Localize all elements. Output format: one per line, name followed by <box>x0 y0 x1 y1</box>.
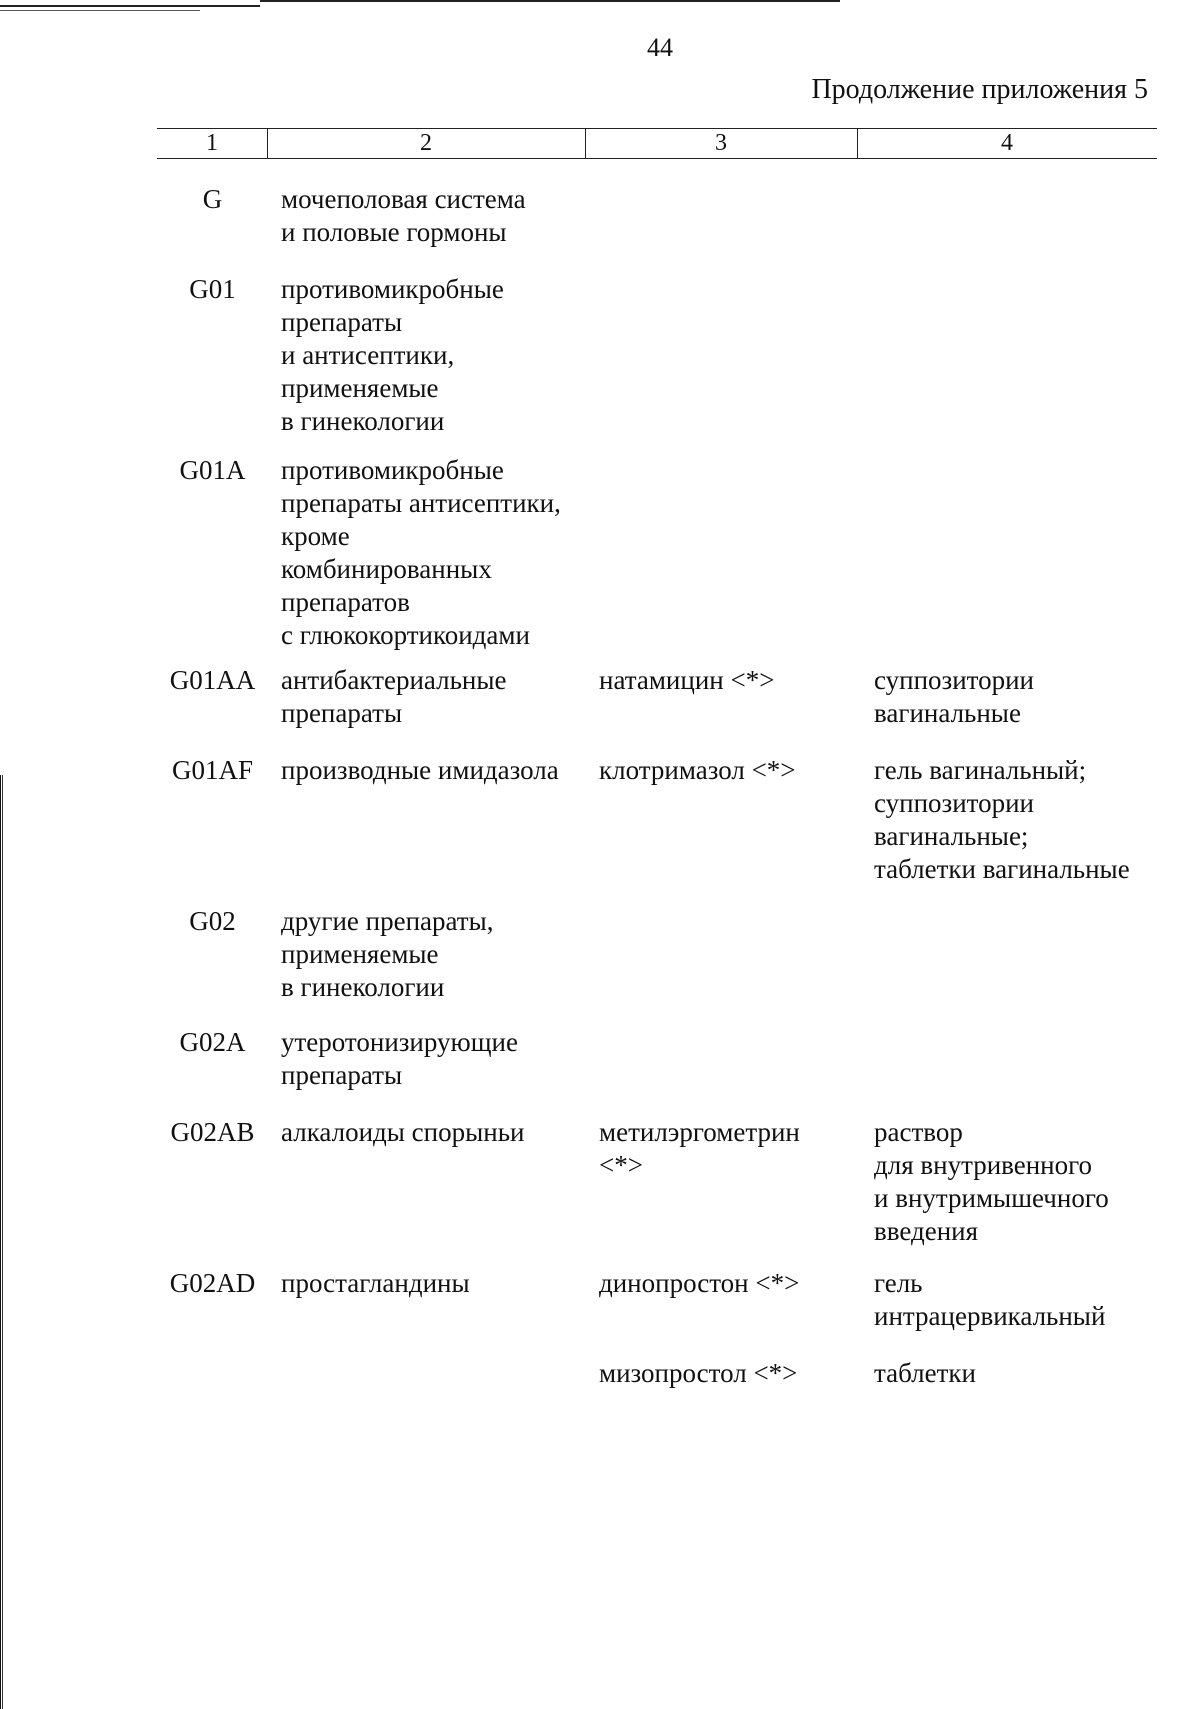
cell-drug <box>599 1357 869 1390</box>
cell-code: G02 <box>189 906 236 936</box>
cell-group-name <box>281 183 591 249</box>
page-number: 44 <box>647 33 673 62</box>
cell-group-name-line: препараты <box>281 698 403 728</box>
cell-dosage-form <box>874 1267 1194 1333</box>
cell-drug-line: мизопростол <*> <box>599 1358 798 1388</box>
cell-group-name-line: препараты <box>281 1060 403 1090</box>
cell-dosage-form-line: таблетки вагинальные <box>874 854 1130 884</box>
cell-drug-line: метилэргометрин <box>599 1117 800 1147</box>
cell-group-name <box>281 1267 591 1300</box>
cell-code: G01AA <box>169 665 256 695</box>
cell-group-name-line: другие препараты, <box>281 906 494 936</box>
cell-dosage-form-line: гель <box>874 1268 923 1298</box>
column-header-3: 3 <box>585 129 858 158</box>
cell-group-name-line: применяемые <box>281 373 439 403</box>
cell-drug <box>599 754 869 787</box>
cell-group-name <box>281 1026 591 1092</box>
cell-drug <box>599 1116 869 1182</box>
cell-group-name-line: препараты <box>281 307 403 337</box>
cell-group-name <box>281 754 591 787</box>
cell-drug-line: клотримазол <*> <box>599 755 796 785</box>
cell-group-name-line: утеротонизирующие <box>281 1027 518 1057</box>
cell-group-name-line: мочеполовая система <box>281 184 526 214</box>
cell-dosage-form-line: гель вагинальный; <box>874 755 1087 785</box>
table-header <box>157 128 1157 159</box>
cell-code: G01 <box>189 274 236 304</box>
cell-dosage-form-line: вагинальные <box>874 698 1021 728</box>
cell-code: G <box>202 184 223 214</box>
cell-group-name-line: противомикробные <box>281 274 504 304</box>
cell-group-name-line: в гинекологии <box>281 972 445 1002</box>
cell-code: G02AB <box>170 1117 255 1147</box>
cell-drug-line: динопростон <*> <box>599 1268 800 1298</box>
cell-group-name-line: производные имидазола <box>281 755 559 785</box>
cell-dosage-form-line: введения <box>874 1216 979 1246</box>
cell-dosage-form-line: таблетки <box>874 1358 977 1388</box>
cell-group-name-line: применяемые <box>281 939 439 969</box>
cell-group-name <box>281 273 591 438</box>
cell-drug-line: <*> <box>599 1150 643 1180</box>
cell-group-name-line: кроме <box>281 521 350 551</box>
cell-code: G02A <box>179 1027 246 1057</box>
cell-dosage-form-line: раствор <box>874 1117 963 1147</box>
cell-dosage-form <box>874 754 1194 886</box>
cell-group-name-line: и половые гормоны <box>281 217 507 247</box>
column-header-1: 1 <box>157 129 268 158</box>
cell-group-name <box>281 1116 591 1149</box>
cell-group-name-line: в гинекологии <box>281 406 445 436</box>
cell-group-name-line: противомикробные <box>281 455 504 485</box>
cell-group-name-line: препараты антисептики, <box>281 488 561 518</box>
cell-dosage-form-line: и внутримышечного <box>874 1183 1109 1213</box>
cell-group-name <box>281 454 591 652</box>
cell-dosage-form-line: интрацервикальный <box>874 1301 1106 1331</box>
cell-dosage-form <box>874 664 1194 730</box>
appendix-continuation-label: Продолжение приложения 5 <box>811 74 1148 105</box>
cell-group-name-line: препаратов <box>281 587 410 617</box>
cell-dosage-form-line: суппозитории <box>874 665 1034 695</box>
cell-group-name-line: комбинированных <box>281 554 492 584</box>
cell-drug-line: натамицин <*> <box>599 665 775 695</box>
cell-dosage-form-line: вагинальные; <box>874 821 1029 851</box>
column-header-4: 4 <box>1001 130 1013 156</box>
cell-dosage-form <box>874 1116 1194 1248</box>
cell-group-name-line: антибактериальные <box>281 665 507 695</box>
column-header-2: 2 <box>267 129 586 158</box>
cell-code: G01AF <box>171 755 253 785</box>
cell-dosage-form-line: суппозитории <box>874 788 1034 818</box>
scan-artifact-left <box>0 775 3 1709</box>
cell-group-name <box>281 905 591 1004</box>
cell-group-name <box>281 664 591 730</box>
cell-group-name-line: с глюкокортикоидами <box>281 620 530 650</box>
cell-drug <box>599 664 869 697</box>
cell-group-name-line: и антисептики, <box>281 340 455 370</box>
cell-code: G02AD <box>169 1268 256 1298</box>
cell-dosage-form <box>874 1357 1194 1390</box>
cell-code: G01A <box>179 455 246 485</box>
cell-group-name-line: алкалоиды спорыньи <box>281 1117 525 1147</box>
cell-group-name-line: простагландины <box>281 1268 470 1298</box>
cell-drug <box>599 1267 869 1300</box>
cell-dosage-form-line: для внутривенного <box>874 1150 1093 1180</box>
